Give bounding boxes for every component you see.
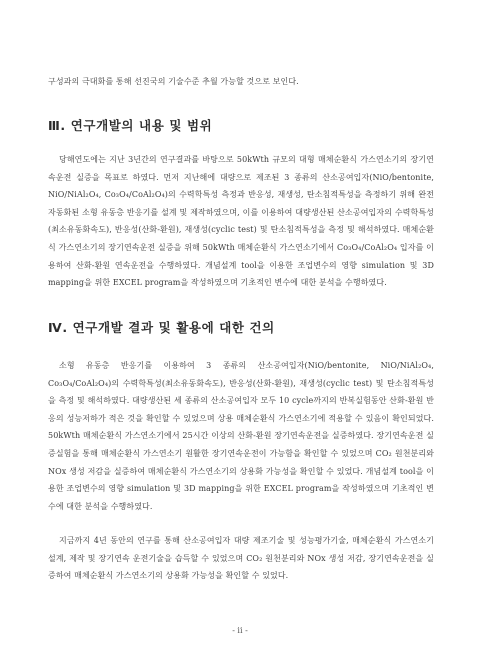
section-4-paragraph-2: 지금까지 4년 동안의 연구를 통해 산소공여입자 대량 제조기술 및 성능평가기술, 매체순환식 가스연소기 설계, 제작 및 장기연속 운전기술을 습득할 수 있었으며 CO₂ 원천분리와 NOx 생성 저감, 장기연속운전을 실증하여 매체순환식 가스연소기의 상용화 가능성을 확인할 수 있었다. xyxy=(48,536,434,581)
section-3-heading: Ⅲ. 연구개발의 내용 및 범위 xyxy=(48,118,213,133)
intro-paragraph: 구성과의 극대화를 통해 선진국의 기술수준 추월 가능할 것으로 보인다. xyxy=(48,77,299,86)
page-number: - ii - xyxy=(232,626,248,635)
section-4-heading: Ⅳ. 연구개발 결과 및 활용에 대한 건의 xyxy=(48,320,275,335)
section-4-paragraph-1: 소형 유동층 반응기를 이용하여 3 종류의 산소공여입자(NiO/bentonite, NiO/NiAl₂O₄, Co₃O₄/CoAl₂O₄)의 수력학특성(최소유동화속도), 반응성(산화-환원), 재생성(cyclic test) 및 탄소침적특성을 측정 및 해석하였다. 대량생산된 세 종류의 산소공여입자 모두 10 cycle까지의 반복실험동안 산화-환원 반응의 성능저하가 적은 것을 확인할 수 있었으며 상용 매체순환식 가스연소기에 적용할 수 있음이 확인되었다. 50kWth 매체순환식 가스연소기에서 25시간 이상의 산화-환원 장기연속운전을 실증하였다. 장기연속운전 실증실험을 통해 매체순환식 가스연소기 원활한 장기연속운전이 가능함을 확인할 수 있었으며 CO₂ 원천분리와 NOx 생성 저감을 실증하여 매체순환식 가스연소기의 상용화 가능성을 확인할 수 있었다. 개념설계 tool을 이용한 조업변수의 영향 simulation 및 3D mapping을 위한 EXCEL program을 작성하였으며 기초적인 변수에 대한 분석을 수행하였다. xyxy=(48,361,434,511)
section-3-paragraph: 당해연도에는 지난 3년간의 연구결과를 바탕으로 50kWth 규모의 대형 매체순환식 가스연소기의 장기연속운전 실증을 목표로 하였다. 먼저 지난해에 대량으로 제조된 3 종류의 산소공여입자(NiO/bentonite, NiO/NiAl₂O₄, Co₃O₄/CoAl₂O₄)의 수력학특성 측정과 반응성, 재생성, 탄소침적특성을 측정하기 위해 완전 자동화된 소형 유동층 반응기를 설계 및 제작하였으며, 이를 이용하여 대량생산된 산소공여입자의 수력학특성(최소유동화속도), 반응성(산화-환원), 재생성(cyclic test) 및 탄소침적특성을 측정 및 해석하였다. 매체순환식 가스연소기의 장기연속운전 실증을 위해 50kWth 매체순환식 가스연소기에서 Co₃O₄/CoAl₂O₄ 입자를 이용하여 산화-환원 연속운전을 수행하였다. 개념설계 tool을 이용한 조업변수의 영향 simulation 및 3D mapping을 위한 EXCEL program을 작성하였으며 기초적인 변수에 대한 분석을 수행하였다. xyxy=(48,155,434,288)
